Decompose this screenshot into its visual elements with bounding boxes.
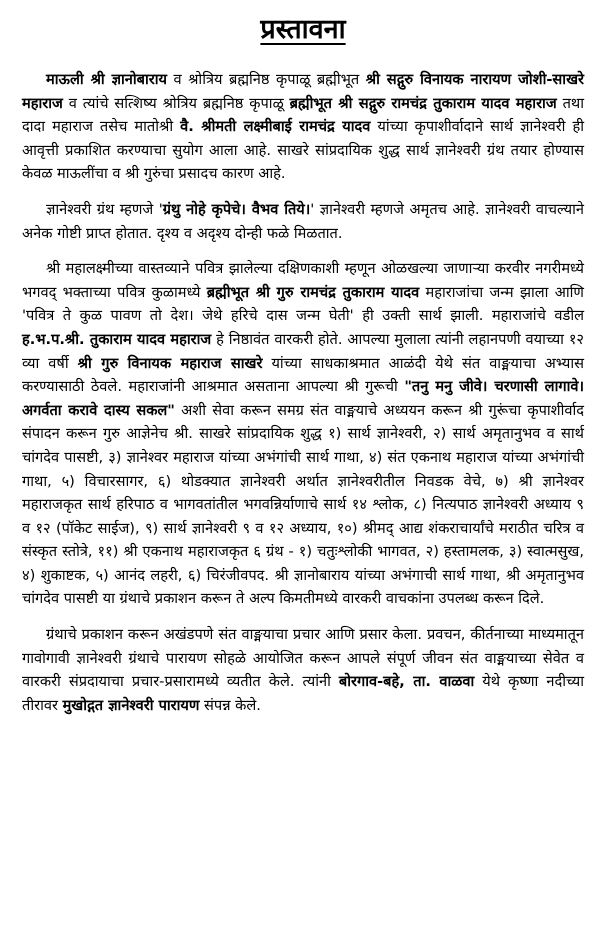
bold-text-run: ब्रह्मीभूत श्री गुरु रामचंद्र तुकाराम यादव xyxy=(206,283,420,301)
paragraph-1 xyxy=(22,68,584,186)
bold-text-run: श्री सद्गुरु विनायक नारायण जोशी-साखरे महाराज xyxy=(22,71,584,112)
text-run: यांच्या कृपाशीर्वादाने सार्थ ज्ञानेश्वरी ही आवृत्ती प्रकाशित करण्याचा सुयोग आला आहे. साखरे सांप्रदायिक शुद्ध सार्थ ज्ञानेश्वरी ग्रंथ तयार होण्यास केवळ माऊलींचा व श्री गुरुंचा प्रसादच कारण आहे. xyxy=(22,118,584,183)
text-run: व त्यांचे सत्शिष्य श्रोत्रिय ब्रह्मनिष्ठ कृपाळू xyxy=(62,94,290,112)
bold-text-run: श्री गुरु विनायक महाराज साखरे xyxy=(77,354,263,372)
text-run: संपन्न केले. xyxy=(199,696,261,714)
paragraph-4 xyxy=(22,623,584,717)
document-body xyxy=(22,68,584,717)
text-run: अशी सेवा करून समग्र संत वाङ्मयाचे अध्ययन करून श्री गुरूंचा कृपाशीर्वाद संपादन करून गुरु आज्ञेनेच श्री. साखरे सांप्रदायिक शुद्ध १) सार्थ ज्ञानेश्वरी, २) सार्थ अमृतानुभव व सार्थ चांगदेव पासष्टी, ३) ज्ञानेश्वर महाराज यांच्या अभंगांची सार्थ गाथा, ४) संत एकनाथ महाराज यांच्या अभंगांची गाथा, ५) विचारसागर, ६) थोडक्यात ज्ञानेश्वरी अर्थात ज्ञानेश्वरीतील निवडक वेचे, ७) श्री ज्ञानेश्वर महाराजकृत सार्थ हरिपाठ व भागवतांतील भगवन्निर्याणाचे सार्थ १४ श्लोक, ८) नित्यपाठ ज्ञानेश्वरी अध्याय ९ व १२ (पॉकेट साईज), ९) सार्थ ज्ञानेश्वरी ९ व १२ अध्याय, १०) श्रीमद् आद्य शंकराचार्यांचे मराठीत चरित्र व संस्कृत स्तोत्रे, ११) श्री एकनाथ महाराजकृत ६ ग्रंथ - १) चतुःश्लोकी भागवत, २) हस्तामलक, ३) स्वात्मसुख, ४) शुकाष्टक, ५) आनंद लहरी, ६) चिरंजीवपद. श्री ज्ञानोबाराय यांच्या अभंगाची सार्थ गाथा, श्री अमृतानुभव चांगदेव पासष्टी या ग्रंथाचे प्रकाशन करून ते अल्प किमतीमध्ये वारकरी वाचकांना उपलब्ध करून दिले. xyxy=(22,401,584,608)
bold-text-run: "तनु मनु जीवे। चरणासी लागावे। अगर्वता करावे दास्य सकल" xyxy=(22,378,584,419)
bold-text-run: वै. श्रीमती लक्ष्मीबाई रामचंद्र यादव xyxy=(180,118,371,136)
paragraph-3 xyxy=(22,257,584,611)
text-run: ग्रंथाचे प्रकाशन करून अखंडपणे संत वाङ्मयाचा प्रचार आणि प्रसार केला. प्रवचन, कीर्तनाच्या माध्यमातून गावोगावी ज्ञानेश्वरी ग्रंथाचे पारायण सोहळे आयोजित करून आपले संपूर्ण जीवन संत वाङ्मयाच्या सेवेत व वारकरी संप्रदायाचा प्रचार-प्रसारामध्ये व्यतीत केले. त्यांनी xyxy=(22,626,584,691)
bold-text-run: ह.भ.प.श्री. तुकाराम यादव महाराज xyxy=(22,330,212,348)
paragraph-2 xyxy=(22,198,584,245)
page-title: प्रस्तावना xyxy=(260,14,346,45)
text-run: ' ज्ञानेश्वरी म्हणजे अमृतच आहे. ज्ञानेश्वरी वाचल्याने अनेक गोष्टी प्राप्त होतात. दृश्य व अदृश्य दोन्ही फळे मिळतात. xyxy=(22,200,584,242)
text-run: तथा दादा महाराज तसेच मातोश्री xyxy=(22,94,584,136)
text-run: येथे कृष्णा नदीच्या तीरावर xyxy=(22,673,585,714)
text-run: श्री महालक्ष्मीच्या वास्तव्याने पवित्र झालेल्या दक्षिणकाशी म्हणून ओळखल्या जाणाऱ्या करवीर नगरीमध्ये भगवद् भक्ताच्या पवित्र कुळामध्ये xyxy=(22,260,584,301)
text-run: ज्ञानेश्वरी ग्रंथ म्हणजे ' xyxy=(46,200,163,218)
text-run: यांच्या साधकाश्रमात आळंदी येथे संत वाङ्मयाचा अभ्यास करण्यासाठी ठेवले. महाराजांनी आश्रमात असताना आपल्या श्री गुरूची xyxy=(22,354,584,396)
bold-text-run: बोरगाव-बहे, ता. वाळवा xyxy=(338,673,475,691)
bold-text-run: ग्रंथु नोहे कृपेचे। वैभव तिये। xyxy=(162,200,311,218)
text-run: व श्रोत्रिय ब्रह्मनिष्ठ कृपाळू ब्रह्मीभूत xyxy=(166,71,366,88)
bold-text-run: माऊली श्री ज्ञानोबाराय xyxy=(46,71,167,88)
bold-text-run: ब्रह्मीभूत श्री सद्गुरु रामचंद्र तुकाराम यादव महाराज xyxy=(289,94,557,112)
text-run: महाराजांचा जन्म झाला आणि 'पवित्र ते कुळ पावण तो देश। जेथे हरिचे दास जन्म घेती' ही उक्ती सार्थ झाली. महाराजांचे वडील xyxy=(22,283,584,325)
text-run: हे निष्ठावंत वारकरी होते. आपल्या मुलाला त्यांनी लहानपणी वयाच्या १२ व्या वर्षी xyxy=(22,330,584,372)
bold-text-run: मुखोद्गत ज्ञानेश्वरी पारायण xyxy=(62,696,200,714)
